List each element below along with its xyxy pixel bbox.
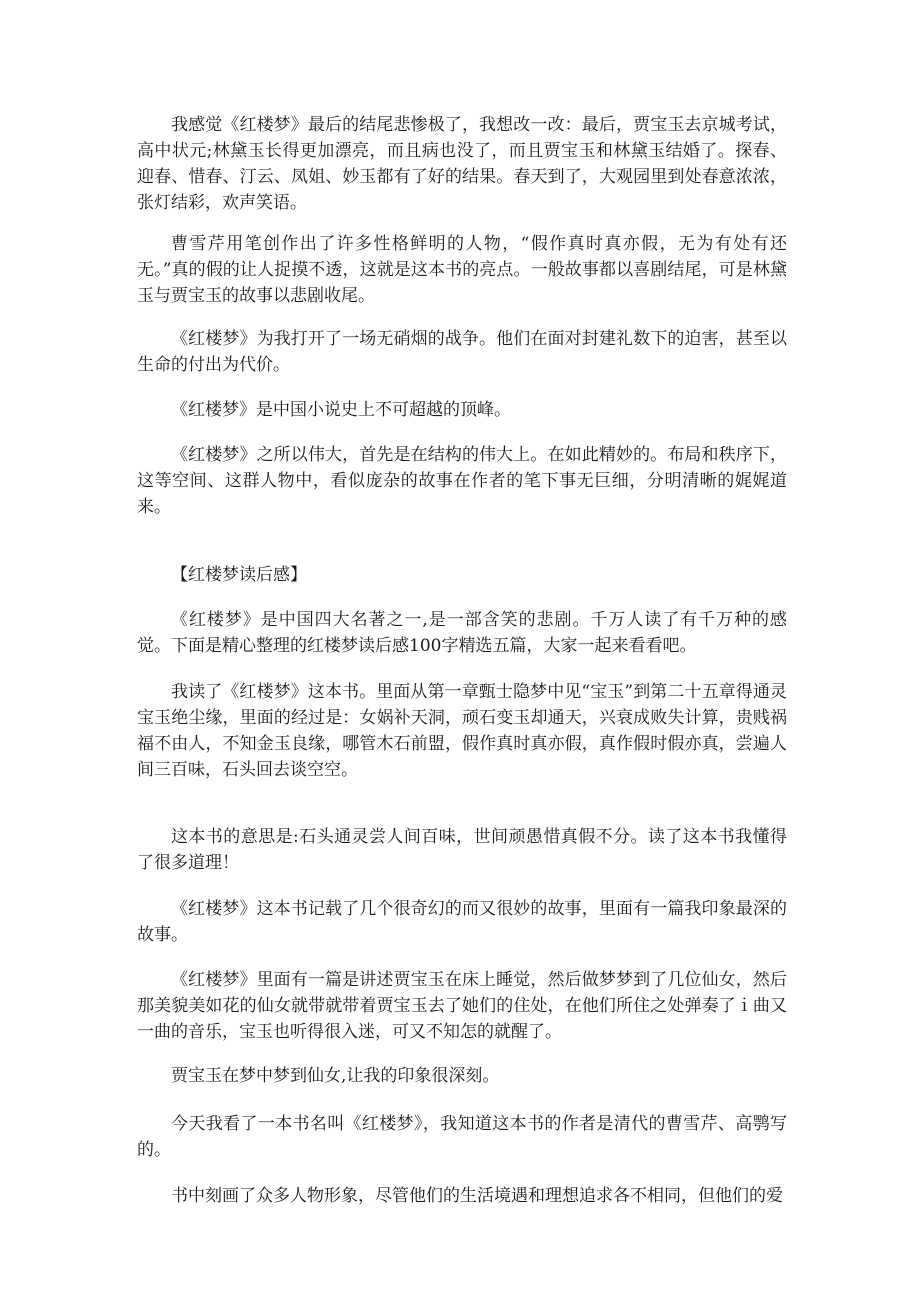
paragraph-peak: 《红楼梦》是中国小说史上不可超越的顶峰。 — [171, 400, 511, 420]
paragraph-ending-rewrite: 我感觉《红楼梦》最后的结尾悲惨极了，我想改一改：最后，贾宝玉去京城考试，高中状元;林黛玉长得更加漂亮，而且病也没了，而且贾宝玉和林黛玉结婚了。探春、迎春、惜春、汀云、凤姐、妙玉都有了好的结果。春天到了，大观园里到处春意浓浓，张灯结彩，欢声笑语。 — [137, 115, 787, 213]
paragraph-war: 《红楼梦》为我打开了一场无硝烟的战争。他们在面对封建礼数下的迫害，甚至以生命的付出为代价。 — [137, 329, 787, 375]
paragraph-impression: 贾宝玉在梦中梦到仙女,让我的印象很深刻。 — [171, 1066, 500, 1086]
paragraph-stories: 《红楼梦》这本书记载了几个很奇幻的而又很妙的故事，里面有一篇我印象最深的故事。 — [137, 899, 787, 945]
paragraph-intro: 《红楼梦》是中国四大名著之一,是一部含笑的悲剧。千万人读了有千万种的感觉。下面是精心整理的红楼梦读后感100字精选五篇，大家一起来看看吧。 — [137, 610, 787, 656]
paragraph-structure: 《红楼梦》之所以伟大，首先是在结构的伟大上。在如此精妙的。布局和秩序下，这等空间、这群人物中，看似庞杂的故事在作者的笔下事无巨细，分明清晰的娓娓道来。 — [137, 445, 787, 517]
paragraph-dream: 《红楼梦》里面有一篇是讲述贾宝玉在床上睡觉，然后做梦梦到了几位仙女，然后那美貌美如花的仙女就带就带着贾宝玉去了她们的住处，在他们所住之处弹奏了ｉ曲又一曲的音乐，宝玉也听得很入迷，可又不知怎的就醒了。 — [137, 970, 787, 1042]
paragraph-reading: 我读了《红楼梦》这本书。里面从第一章甄士隐梦中见“宝玉”到第二十五章得通灵宝玉绝尘缘，里面的经过是：女娲补天洞，顽石变玉却通天，兴衰成败失计算，贵贱祸福不由人，不知金玉良缘，哪管木石前盟，假作真时真亦假，真作假时假亦真，尝遍人间三百味，石头回去谈空空。 — [137, 682, 787, 780]
section-heading: 【红楼梦读后感】 — [171, 565, 307, 585]
paragraph-characters: 曹雪芹用笔创作出了许多性格鲜明的人物，“假作真时真亦假，无为有处有还无。”真的假的让人捉摸不透，这就是这本书的亮点。一般故事都以喜剧结尾，可是林黛玉与贾宝玉的故事以悲剧收尾。 — [137, 234, 787, 306]
paragraph-characters-portrayal: 书中刻画了众多人物形象，尽管他们的生活境遇和理想追求各不相同，但他们的爱 — [171, 1186, 783, 1206]
paragraph-author: 今天我看了一本书名叫《红楼梦》，我知道这本书的作者是清代的曹雪芹、高鹗写的。 — [137, 1114, 787, 1160]
paragraph-meaning: 这本书的意思是:石头通灵尝人间百味，世间顽愚惜真假不分。读了这本书我懂得了很多道理！ — [137, 827, 787, 873]
